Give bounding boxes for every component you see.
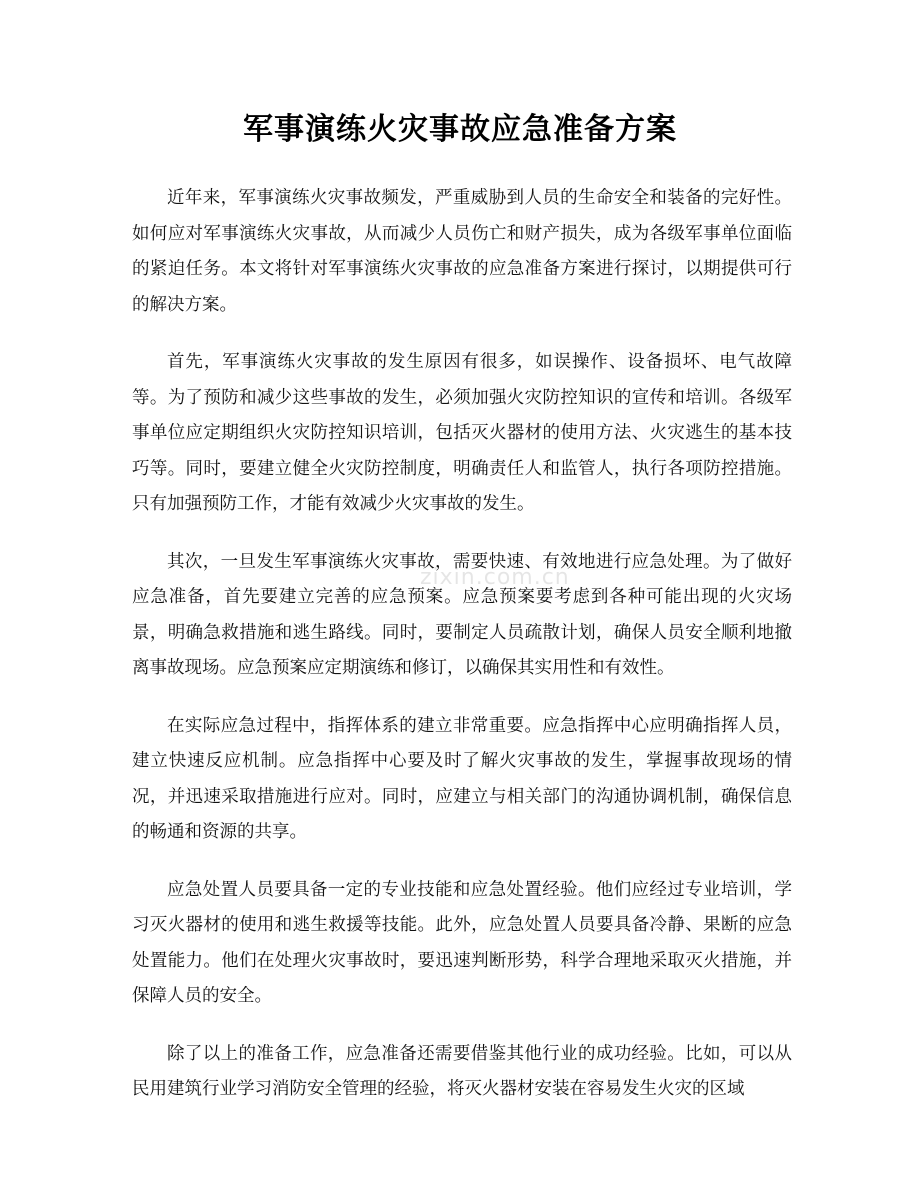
- paragraph-6: 除了以上的准备工作，应急准备还需要借鉴其他行业的成功经验。比如，可以从民用建筑行业学习消防安全管理的经验，将灭火器材安装在容易发生火灾的区域: [132, 1043, 792, 1099]
- paragraph-4: 在实际应急过程中，指挥体系的建立非常重要。应急指挥中心应明确指挥人员，建立快速反应机制。应急指挥中心要及时了解火灾事故的发生，掌握事故现场的情况，并迅速采取措施进行应对。同时，应建立与相关部门的沟通协调机制，确保信息的畅通和资源的共享。: [132, 715, 792, 842]
- watermark: zixin.com.cn: [420, 565, 570, 590]
- paragraph-3: 其次，一旦发生军事演练火灾事故，需要快速、有效地进行应急处理。为了做好应急准备，首先要建立完善的应急预案。应急预案要考虑到各种可能出现的火灾场景，明确急救措施和逃生路线。同时，要制定人员疏散计划，确保人员安全顺利地撤离事故现场。应急预案应定期演练和修订，以确保其实用性和有效性。: [132, 551, 792, 678]
- paragraph-1: 近年来，军事演练火灾事故频发，严重威胁到人员的生命安全和装备的完好性。如何应对军事演练火灾事故，从而减少人员伤亡和财产损失，成为各级军事单位面临的紧迫任务。本文将针对军事演练火灾事故的应急准备方案进行探讨，以期提供可行的解决方案。: [132, 188, 792, 315]
- document-body: [132, 181, 792, 1130]
- paragraph-5: 应急处置人员要具备一定的专业技能和应急处置经验。他们应经过专业培训，学习灭火器材的使用和逃生救援等技能。此外，应急处置人员要具备冷静、果断的应急处置能力。他们在处理火灾事故时，要迅速判断形势，科学合理地采取灭火措施，并保障人员的安全。: [132, 879, 792, 1006]
- document-title: 军事演练火灾事故应急准备方案: [243, 112, 677, 147]
- paragraph-2: 首先，军事演练火灾事故的发生原因有很多，如误操作、设备损坏、电气故障等。为了预防和减少这些事故的发生，必须加强火灾防控知识的宣传和培训。各级军事单位应定期组织火灾防控知识培训，包括灭火器材的使用方法、火灾逃生的基本技巧等。同时，要建立健全火灾防控制度，明确责任人和监管人，执行各项防控措施。只有加强预防工作，才能有效减少火灾事故的发生。: [132, 352, 792, 514]
